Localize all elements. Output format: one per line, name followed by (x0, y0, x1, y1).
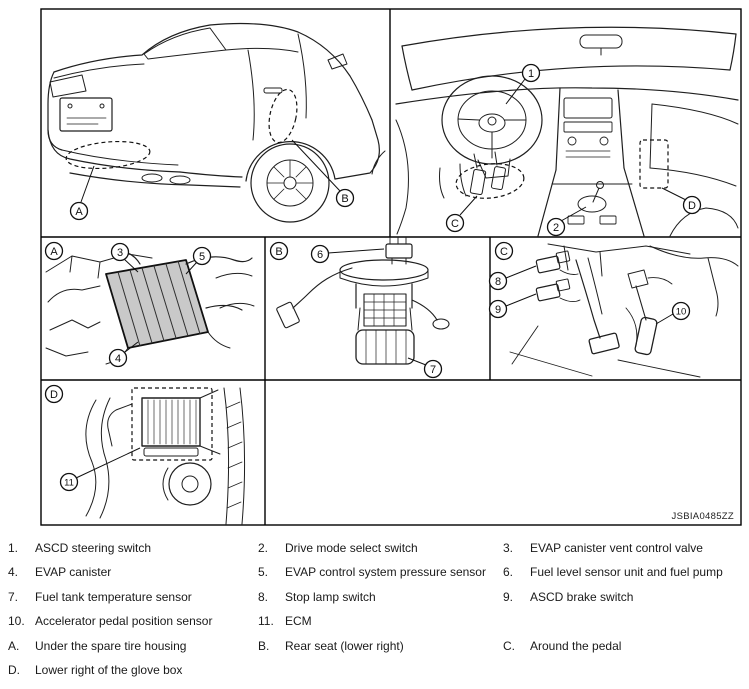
legend-item (503, 590, 744, 604)
legend-item-label: Around the pedal (530, 638, 622, 653)
callout-5 (186, 248, 211, 275)
legend-item-number: 10. (8, 614, 25, 629)
callout-9 (490, 294, 537, 318)
legend-item-label: Rear seat (lower right) (285, 638, 404, 653)
callout-6-label: 6 (316, 249, 324, 261)
callout-3-label: 3 (116, 247, 124, 259)
legend-item-letter: A. (8, 638, 20, 653)
legend-item-label: EVAP canister (35, 565, 112, 580)
legend-item-label: Under the spare tire housing (35, 638, 187, 653)
legend-item-label: Fuel level sensor unit and fuel pump (530, 565, 723, 580)
callout-4 (110, 342, 139, 367)
callout-1-label: 1 (527, 68, 535, 80)
legend-item-letter: D. (8, 662, 20, 677)
legend-item-number: 1. (8, 541, 19, 555)
legend-item-number: 4. (8, 565, 19, 580)
legend-item-number: 6. (503, 565, 514, 580)
legend-item-label: EVAP canister vent control valve (530, 541, 703, 555)
legend-item (258, 541, 503, 555)
callout-11 (61, 448, 141, 491)
panel-d-label-letter: D (50, 389, 58, 401)
legend-item-label: Fuel tank temperature sensor (35, 589, 192, 604)
callout-8 (490, 266, 537, 290)
legend-item (258, 614, 503, 628)
rear-view-location-B (265, 87, 354, 207)
legend-item-label: Lower right of the glove box (35, 662, 183, 677)
panel-c-label (496, 243, 513, 260)
legend-item (258, 565, 503, 579)
legend-item (8, 663, 258, 677)
callout-10 (656, 303, 690, 325)
legend-item-number: 5. (258, 565, 269, 580)
callout-D: D (688, 200, 696, 212)
rear-view-panel (48, 24, 385, 222)
legend-item (8, 614, 258, 628)
legend-spacer (503, 614, 744, 628)
panel-b-label (271, 243, 288, 260)
panel-b-label-letter: B (275, 246, 283, 258)
panel-b-fuel-pump (276, 238, 449, 364)
callout-B: B (341, 193, 349, 205)
component-legend (8, 541, 744, 677)
callout-A: A (75, 206, 83, 218)
interior-location-D (640, 140, 701, 214)
legend-item (503, 565, 744, 579)
panel-d-label (46, 386, 63, 403)
legend-item-label: ECM (285, 614, 312, 629)
legend-item-number: 8. (258, 589, 269, 604)
legend-item (8, 639, 258, 653)
legend-item-number: 11. (258, 614, 274, 629)
callout-5-label: 5 (198, 251, 206, 263)
panel-c-label-letter: C (500, 246, 508, 258)
callout-1 (506, 65, 540, 105)
component-location-figure (40, 8, 742, 526)
legend-item (503, 639, 744, 653)
panel-a-label (46, 243, 63, 260)
legend-item (8, 590, 258, 604)
panel-a-evap-canister (46, 252, 254, 364)
legend-item (8, 565, 258, 579)
panel-d-glove-box (86, 388, 245, 524)
callout-3 (112, 244, 139, 273)
legend-item-letter: B. (258, 638, 270, 653)
figure-code: JSBIA0485ZZ (671, 511, 734, 522)
interior-location-C (447, 161, 526, 232)
legend-item-label: ASCD brake switch (530, 589, 634, 604)
callout-2 (548, 207, 587, 236)
legend-item-letter: C. (503, 638, 515, 653)
panel-a-label-letter: A (50, 246, 58, 258)
legend-item-number: 3. (503, 541, 514, 555)
legend-item-label: Stop lamp switch (285, 589, 376, 604)
callout-2-label: 2 (552, 222, 560, 234)
legend-item-number: 2. (258, 541, 269, 555)
legend-item (258, 590, 503, 604)
legend-item-label: EVAP control system pressure sensor (285, 565, 486, 580)
legend-item-number: 9. (503, 589, 514, 604)
panel-c-pedal-area (510, 244, 738, 377)
location-diagram (40, 8, 742, 526)
callout-8-label: 8 (494, 276, 502, 288)
callout-C: C (451, 218, 459, 230)
legend-item (258, 639, 503, 653)
legend-item-label: Drive mode select switch (285, 541, 418, 555)
legend-item-label: ASCD steering switch (35, 541, 152, 555)
legend-item-label: Accelerator pedal position sensor (35, 614, 213, 629)
callout-10-label: 10 (675, 306, 687, 318)
callout-9-label: 9 (494, 304, 502, 316)
callout-7-label: 7 (429, 364, 437, 376)
legend-item-number: 7. (8, 589, 19, 604)
legend-item (8, 541, 258, 555)
callout-11-label: 11 (64, 477, 74, 489)
callout-4-label: 4 (114, 353, 122, 365)
legend-item (503, 541, 744, 555)
